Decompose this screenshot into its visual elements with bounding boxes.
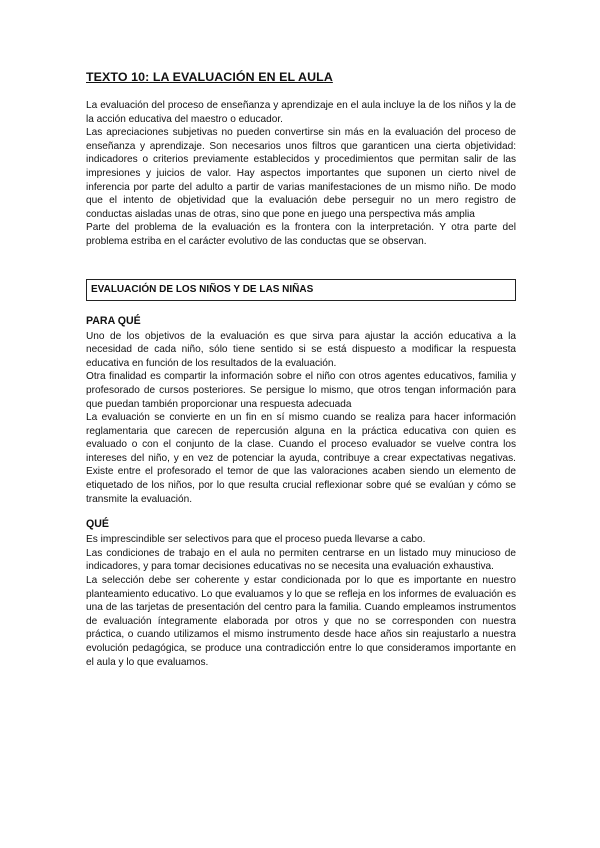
- document-body: [86, 70, 516, 669]
- que-paragraph: Las condiciones de trabajo en el aula no permiten centrarse en un listado muy minucioso de indicadores, y para tomar decisiones educativas no se necesita una evaluación exhaustiva.: [86, 547, 516, 573]
- que-paragraph: La selección debe ser coherente y estar condicionada por lo que es importante en nuestro planteamiento educativo. Lo que evaluamos y lo que se refleja en los informes de evaluación es una de las tarjetas de presentación del centro para la familia. Cuando empleamos instrumentos de evaluación íntegramente elaborada por otros y que no se corresponden con nuestra práctica, o cuando utilizamos el mismo instrumento desde hace años sin reajustarlo a nuestra evolución pedagógica, se produce una contradicción entre lo que consideramos importante en el aula y lo que evaluamos.: [86, 575, 516, 668]
- document-title: TEXTO 10: LA EVALUACIÓN EN EL AULA: [86, 70, 333, 84]
- que-paragraph: Es imprescindible ser selectivos para que el proceso pueda llevarse a cabo.: [86, 534, 426, 546]
- section-title-box: EVALUACIÓN DE LOS NIÑOS Y DE LAS NIÑAS: [86, 279, 516, 301]
- para-que-paragraph: Uno de los objetivos de la evaluación es que sirva para ajustar la acción educativa a la necesidad de cada niño, sólo tiene sentido si se está dispuesto a modificar la respuesta educativa en función de los resultados de la evaluación.: [86, 330, 516, 369]
- para-que-paragraph: Otra finalidad es compartir la información sobre el niño con otros agentes educativos, familia y profesorado de cursos posteriores. Se persigue lo mismo, que otros tengan información para que puedan también proporcionar una respuesta adecuada: [86, 371, 516, 410]
- heading-para-que: PARA QUÉ: [86, 314, 141, 327]
- intro-paragraph: Las apreciaciones subjetivas no pueden convertirse sin más en la evaluación del proceso de enseñanza y aprendizaje. Son necesarios unos filtros que garanticen una cierta objetividad: indicadores o criterios previamente establecidos y procedimientos que permitan salir de las impresiones y juicios de valor. Hay aspectos importantes que suponen un cierto nivel de inferencia por parte del adulto a partir de varias manifestaciones de un mismo niño. De modo que el intento de objetividad que la evaluación debe perseguir no un mero registro de conductas aisladas unas de otras, sino que pone en juego una perspectiva más amplia: [86, 127, 516, 220]
- heading-que: QUÉ: [86, 518, 109, 531]
- intro-paragraph: Parte del problema de la evaluación es la frontera con la interpretación. Y otra parte del problema estriba en el carácter evolutivo de las conductas que se observan.: [86, 222, 516, 247]
- intro-paragraph: La evaluación del proceso de enseñanza y aprendizaje en el aula incluye la de los niños y la de la acción educativa del maestro o educador.: [86, 100, 516, 125]
- para-que-paragraph: La evaluación se convierte en un fin en sí mismo cuando se realiza para hacer información reglamentaria que carecen de repercusión alguna en la práctica educativa con quien es evaluado o con el conjunto de la clase. Cuando el proceso evaluador se vuelve contra los intereses del niño, y en vez de potenciar la ayuda, contribuye a crear expectativas negativas. Existe entre el profesorado el temor de que las valoraciones acaben siendo un elemento de etiquetado de los niños, por lo que resulta crucial reflexionar sobre qué se evalúan y cómo se transmite la evaluación.: [86, 412, 516, 505]
